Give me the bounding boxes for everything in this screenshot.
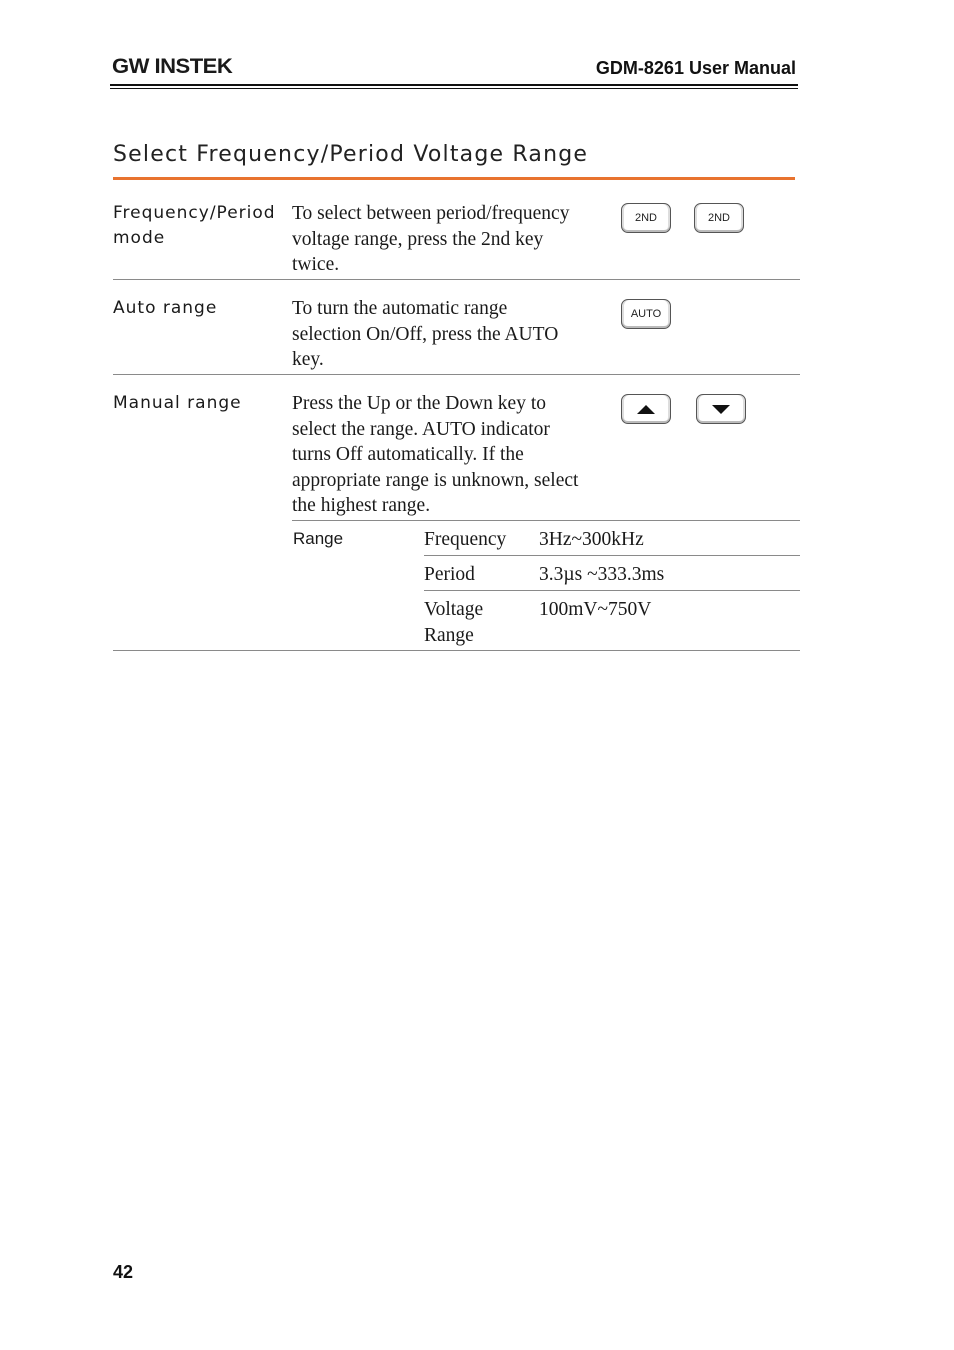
range-label: Range — [293, 529, 344, 548]
header-divider — [110, 84, 798, 86]
desc-line: To select between period/frequency — [292, 203, 570, 224]
desc-line: selection On/Off, press the AUTO — [292, 323, 559, 345]
range-name-line: Voltage — [424, 599, 484, 620]
range-name-line: Range — [424, 624, 474, 646]
row-description-auto-range — [292, 296, 558, 373]
key-up — [621, 394, 671, 424]
range-name-frequency: Frequency — [424, 529, 507, 550]
desc-line: Press the Up or the Down key to — [292, 393, 547, 414]
range-value-frequency: 3Hz~300kHz — [539, 529, 644, 550]
desc-line: appropriate range is unknown, select — [292, 469, 579, 491]
key-2nd-second: 2ND — [694, 203, 744, 233]
range-row-divider — [424, 590, 800, 591]
section-title-underline — [113, 177, 795, 180]
down-arrow-icon — [712, 405, 730, 414]
range-name-voltage-range — [424, 597, 483, 648]
row-label-manual-range: Manual range — [113, 393, 242, 413]
section-title: Select Frequency/Period Voltage Range — [113, 142, 589, 167]
header-divider-thin — [110, 88, 798, 89]
up-arrow-icon — [637, 405, 655, 414]
desc-line: select the range. AUTO indicator — [292, 418, 550, 440]
desc-line: the highest range. — [292, 495, 431, 516]
key-auto: AUTO — [621, 299, 671, 329]
desc-line: To turn the automatic range — [292, 298, 508, 319]
page-number: 42 — [113, 1262, 134, 1282]
range-value-period: 3.3µs ~333.3ms — [539, 564, 665, 585]
range-value-voltage-range: 100mV~750V — [539, 599, 652, 620]
row-label-auto-range: Auto range — [113, 298, 218, 318]
range-row-divider — [424, 555, 800, 556]
desc-line: twice. — [292, 254, 340, 275]
range-name-period: Period — [424, 564, 475, 585]
row-label-frequency-period-mode — [113, 201, 276, 251]
row-label-line: mode — [113, 228, 166, 248]
row-divider — [113, 279, 800, 280]
key-down — [696, 394, 746, 424]
brand-logo: GW INSTEK — [112, 55, 233, 78]
key-2nd-first: 2ND — [621, 203, 671, 233]
row-label-line: Frequency/Period — [113, 203, 276, 223]
row-divider — [113, 374, 800, 375]
desc-line: voltage range, press the 2nd key — [292, 228, 544, 250]
row-description-frequency-period-mode — [292, 201, 569, 278]
row-description-manual-range — [292, 391, 578, 519]
desc-line: key. — [292, 349, 324, 370]
manual-title: GDM-8261 User Manual — [595, 58, 796, 78]
desc-line: turns Off automatically. If the — [292, 444, 524, 465]
table-bottom-divider — [113, 650, 800, 651]
range-table-top-divider — [292, 520, 800, 521]
